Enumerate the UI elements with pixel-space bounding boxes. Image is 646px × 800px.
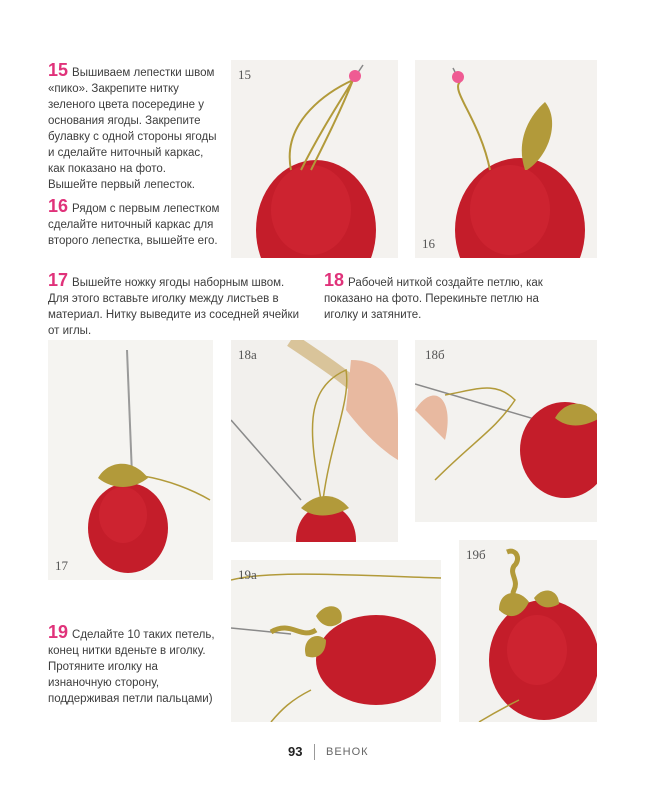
photo-label: 17 (55, 558, 68, 573)
step-number: 18 (324, 270, 345, 290)
photo-label: 18а (238, 347, 257, 362)
step-16 (48, 198, 223, 249)
step-text: Рабочей ниткой создайте петлю, как показано на фото. Перекиньте петлю на иголку и затяните. (324, 277, 543, 321)
step-number: 17 (48, 270, 69, 290)
step-text: Вышейте ножку ягоды наборным швом. Для этого вставьте иголку между листьев в материал. Нитку выведите из соседней ячейки от иглы. (48, 277, 299, 337)
photo-16 (415, 60, 597, 258)
step-text: Вышиваем лепестки швом «пико». Закрепите нитку зеленого цвета посередине у основания ягоды. Закрепите булавку с одной стороны ягоды и сделайте ниточный каркас, как показано на фото. Вышейте первый лепесток. (48, 67, 217, 191)
berry-illustration (231, 60, 398, 258)
photo-18a (231, 340, 398, 542)
berry-illustration (459, 540, 597, 722)
photo-17 (48, 340, 213, 580)
section-title: ВЕНОК (326, 746, 369, 758)
page-number: 93 (288, 744, 303, 759)
photo-label: 19б (466, 547, 486, 562)
step-19 (48, 624, 218, 707)
photo-label: 19а (238, 567, 257, 582)
step-number: 16 (48, 196, 69, 216)
step-text: Сделайте 10 таких петель, конец нитки вденьте в иголку. Протяните иголку на изнаночную сторону, поддерживая петли пальцами) (48, 629, 215, 705)
berry-illustration (415, 60, 597, 258)
berry-illustration (231, 340, 398, 542)
photo-15 (231, 60, 398, 258)
berry-illustration (415, 340, 597, 522)
photo-18b (415, 340, 597, 522)
step-18 (324, 272, 574, 323)
step-text: Рядом с первым лепестком сделайте ниточный каркас для второго лепестка, вышейте его. (48, 203, 220, 247)
step-17 (48, 272, 308, 339)
berry-illustration (231, 560, 441, 722)
photo-19b (459, 540, 597, 722)
step-15 (48, 62, 218, 193)
photo-label: 16 (422, 236, 435, 251)
footer-divider (314, 744, 315, 760)
step-number: 19 (48, 622, 69, 642)
photo-19a (231, 560, 441, 722)
photo-label: 15 (238, 67, 251, 82)
berry-illustration (48, 340, 213, 580)
photo-label: 18б (425, 347, 445, 362)
step-number: 15 (48, 60, 69, 80)
